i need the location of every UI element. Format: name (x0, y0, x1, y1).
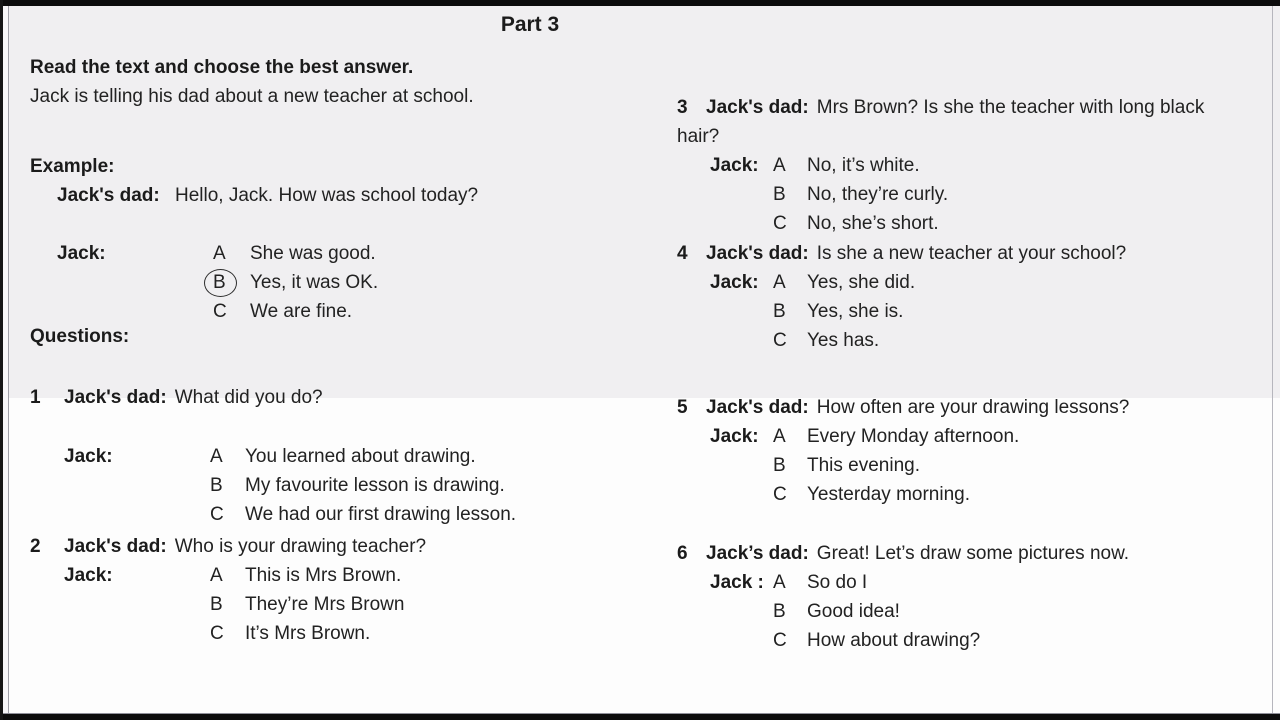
option-text: Yes has. (807, 330, 880, 351)
option-text: No, she’s short. (807, 213, 939, 234)
empty-cell (64, 619, 210, 648)
question-header (677, 539, 1235, 568)
example-option-a (57, 239, 478, 268)
question-5 (677, 393, 1235, 509)
option-text: No, it’s white. (807, 155, 920, 176)
option-row-c (64, 619, 426, 648)
page-title: Part 3 (500, 13, 560, 36)
question-header (30, 532, 426, 561)
question-number: 1 (30, 387, 41, 408)
speaker-label-jack: Jack: (64, 565, 113, 586)
option-text: Yesterday morning. (807, 484, 971, 505)
empty-cell (710, 326, 773, 355)
empty-cell (710, 209, 773, 238)
option-text: This evening. (807, 455, 921, 476)
option-row-b (710, 180, 1235, 209)
option-letter: A (210, 565, 223, 586)
option-text: Yes, it was OK. (250, 272, 379, 293)
option-row-a (710, 268, 1235, 297)
example-label: Example: (30, 156, 115, 177)
option-row-c (64, 500, 516, 529)
option-text: Yes, she is. (807, 301, 904, 322)
instructions-heading: Read the text and choose the best answer. (30, 57, 414, 78)
option-text: So do I (807, 572, 868, 593)
question-2 (30, 532, 426, 648)
option-row-a (64, 561, 426, 590)
option-letter: B (773, 301, 786, 322)
questions-label: Questions: (30, 326, 130, 347)
option-letter: A (773, 426, 786, 447)
spacer-row (30, 210, 478, 239)
question-4 (677, 239, 1235, 355)
option-row-b (64, 471, 516, 500)
example-section (30, 152, 478, 326)
option-text: Good idea! (807, 601, 900, 622)
option-row-b (710, 297, 1235, 326)
question-header (677, 93, 1235, 151)
question-speaker: Jack's dad: (64, 536, 167, 557)
question-text: Mrs Brown? Is she the teacher with long black hair? (677, 97, 1205, 147)
option-letter: C (210, 504, 224, 525)
question-number: 3 (677, 97, 688, 118)
top-frame-bar (0, 0, 1280, 6)
question-text: Great! Let’s draw some pictures now. (816, 543, 1130, 564)
option-letter: A (210, 446, 223, 467)
option-letter: B (773, 601, 786, 622)
option-letter: C (773, 630, 787, 651)
option-text: We are fine. (250, 301, 353, 322)
option-row-c (710, 480, 1235, 509)
question-number: 5 (677, 397, 688, 418)
option-text: You learned about drawing. (245, 446, 476, 467)
option-row-c (710, 209, 1235, 238)
example-dad-row (57, 181, 478, 210)
option-row-c (710, 626, 1235, 655)
question-speaker: Jack's dad: (706, 397, 809, 418)
left-page-edge-line (8, 6, 9, 713)
question-speaker: Jack's dad: (64, 387, 167, 408)
empty-cell (57, 297, 213, 326)
option-letter: A (773, 572, 786, 593)
question-speaker: Jack's dad: (706, 243, 809, 264)
question-number: 2 (30, 536, 41, 557)
option-text: She was good. (250, 243, 376, 264)
bottom-frame-bar (0, 713, 1280, 720)
option-text: They’re Mrs Brown (245, 594, 405, 615)
option-text: This is Mrs Brown. (245, 565, 402, 586)
empty-cell (710, 180, 773, 209)
example-option-b (57, 268, 478, 297)
option-letter: B (773, 455, 786, 476)
empty-cell (710, 480, 773, 509)
speaker-label-jack: Jack: (64, 446, 113, 467)
empty-cell (710, 451, 773, 480)
question-text: What did you do? (174, 387, 323, 408)
option-row-b (710, 597, 1235, 626)
option-letter: C (210, 623, 224, 644)
option-text: My favourite lesson is drawing. (245, 475, 505, 496)
option-row-a (710, 151, 1235, 180)
right-page-edge-line (1272, 6, 1273, 713)
question-6 (677, 539, 1235, 655)
speaker-label-jack: Jack: (710, 155, 759, 176)
empty-cell (710, 297, 773, 326)
option-text: No, they’re curly. (807, 184, 949, 205)
option-letter: C (773, 330, 787, 351)
speaker-label-jack: Jack: (710, 426, 759, 447)
option-letter: C (773, 484, 787, 505)
context-line: Jack is telling his dad about a new teacher at school. (30, 86, 474, 107)
speaker-label-jack: Jack: (57, 243, 106, 264)
speaker-label-dad: Jack's dad: (57, 185, 160, 206)
empty-cell (57, 268, 213, 297)
option-letter: B (773, 184, 786, 205)
option-letter: B (210, 594, 223, 615)
option-letter: A (773, 155, 786, 176)
option-row-c (710, 326, 1235, 355)
option-text: Yes, she did. (807, 272, 916, 293)
option-row-a (64, 442, 516, 471)
question-number: 4 (677, 243, 688, 264)
empty-cell (64, 590, 210, 619)
option-letter: B (210, 475, 223, 496)
dialogue-text: Hello, Jack. How was school today? (175, 185, 479, 206)
option-letter: A (213, 243, 226, 264)
speaker-label-jack: Jack : (710, 572, 764, 593)
option-letter: C (213, 301, 227, 322)
option-text: We had our first drawing lesson. (245, 504, 517, 525)
empty-cell (710, 626, 773, 655)
question-header (677, 393, 1235, 422)
question-header (30, 383, 516, 412)
option-text: How about drawing? (807, 630, 981, 651)
option-text: It’s Mrs Brown. (245, 623, 371, 644)
option-row-b (64, 590, 426, 619)
empty-cell (64, 471, 210, 500)
question-speaker: Jack's dad: (706, 97, 809, 118)
option-letter: C (773, 213, 787, 234)
question-text: Is she a new teacher at your school? (816, 243, 1127, 264)
question-number: 6 (677, 543, 688, 564)
question-text: How often are your drawing lessons? (816, 397, 1130, 418)
option-row-a (710, 422, 1235, 451)
empty-cell (710, 597, 773, 626)
option-letter: A (773, 272, 786, 293)
speaker-label-jack: Jack: (710, 272, 759, 293)
question-3 (677, 93, 1235, 238)
empty-cell (64, 500, 210, 529)
option-row-b (710, 451, 1235, 480)
question-speaker: Jack’s dad: (706, 543, 809, 564)
question-1 (30, 383, 516, 529)
option-row-a (710, 568, 1235, 597)
example-option-c (57, 297, 478, 326)
option-letter-circled: B (213, 268, 250, 297)
question-text: Who is your drawing teacher? (174, 536, 427, 557)
option-text: Every Monday afternoon. (807, 426, 1020, 447)
question-header (677, 239, 1235, 268)
